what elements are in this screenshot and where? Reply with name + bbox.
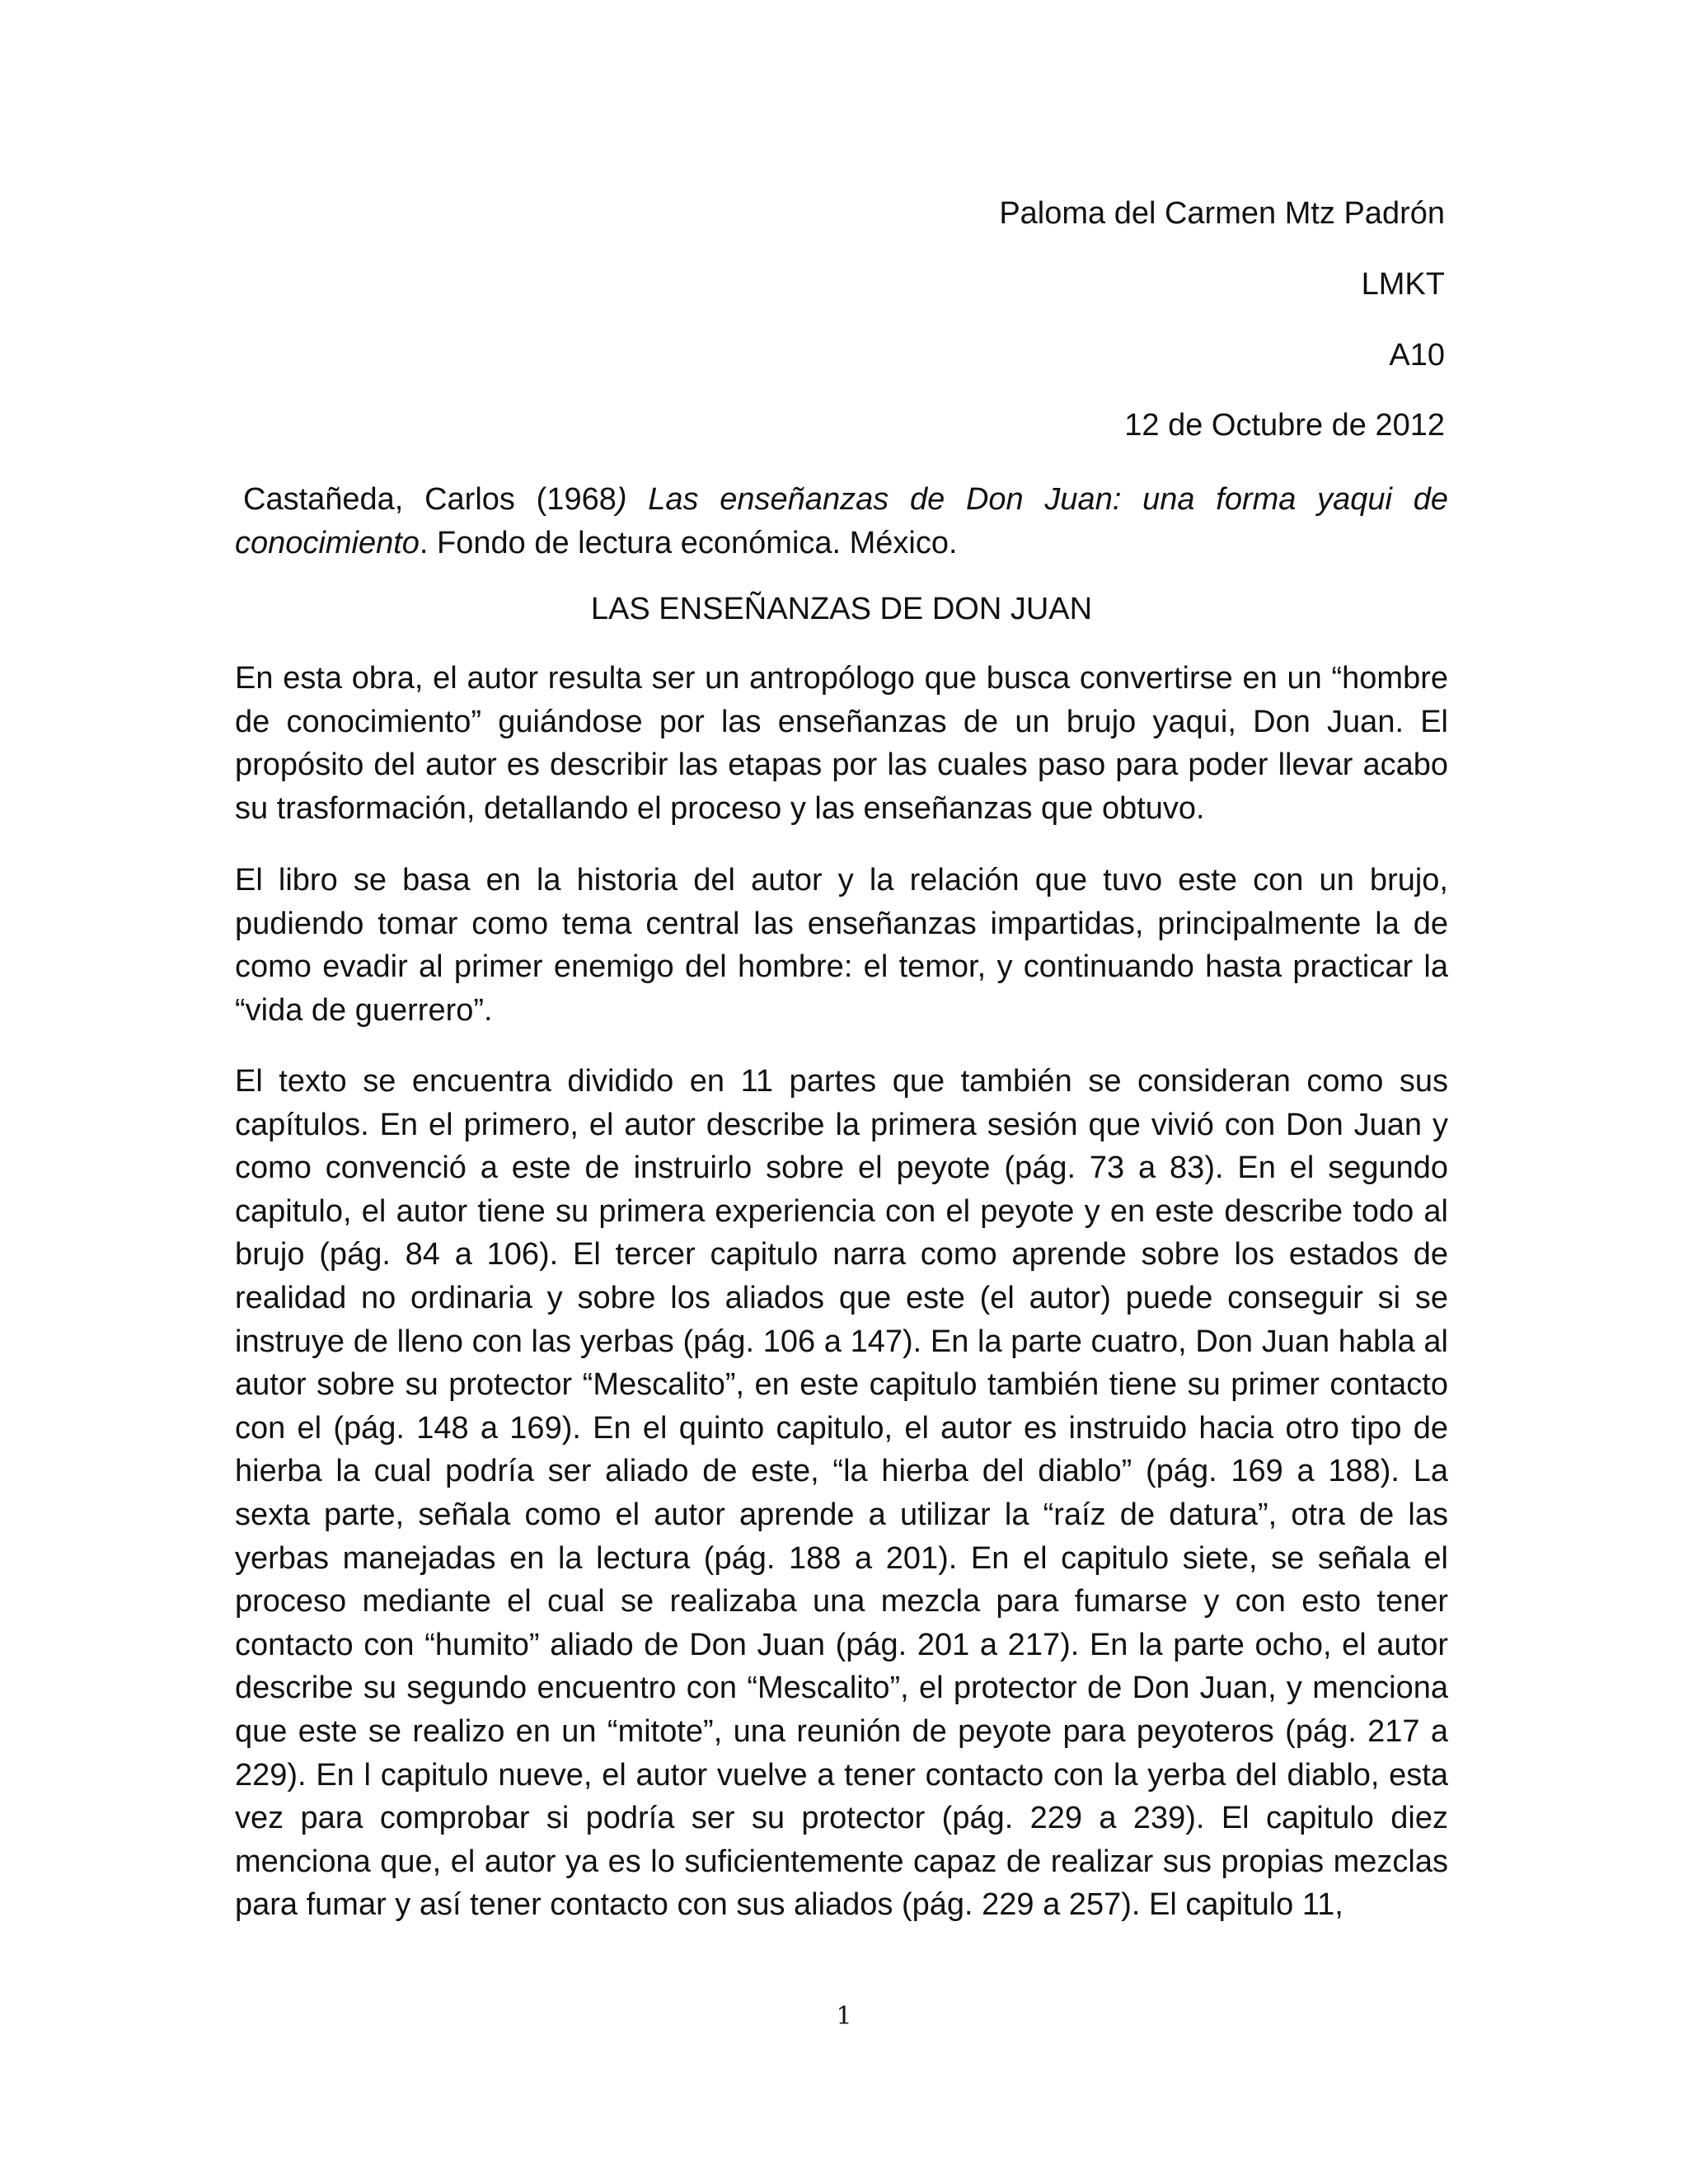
citation-paren: ) (616, 482, 627, 517)
paragraph-intro: En esta obra, el autor resulta ser un antropólogo que busca convertirse en un “hombre de conocimiento” guiándose por las enseñanzas de un brujo yaqui, Don Juan. El propósito del autor es describir las etapas por las cuales paso para poder llevar acabo su trasformación, detallando el proceso y las enseñanzas que obtuvo. (235, 661, 1448, 826)
document-title: LAS ENSEÑANZAS DE DON JUAN (590, 592, 1093, 626)
page-number: 1 (836, 2002, 852, 2031)
citation-authors: Castañeda, Carlos (1968 (243, 482, 617, 517)
program-code: LMKT (1361, 267, 1445, 302)
bibliographic-citation (235, 478, 1448, 565)
paragraph-summary: El libro se basa en la historia del autor y la relación que tuvo este con un brujo, pudiendo tomar como tema central las enseñanzas impartidas, principalmente la de como evadir al primer enemigo del hombre: el temor, y continuando hasta practicar la “vida de guerrero”. (235, 863, 1448, 1028)
paragraph-chapters: El texto se encuentra dividido en 11 partes que también se consideran como sus capítulos. En el primero, el autor describe la primera sesión que vivió con Don Juan y como convenció a este de instruirlo sobre el peyote (pág. 73 a 83). En el segundo capitulo, el autor tiene su primera experiencia con el peyote y en este describe todo al brujo (pág. 84 a 106). El tercer capitulo narra como aprende sobre los estados de realidad no ordinaria y sobre los aliados que este (el autor) puede conseguir si se instruye de lleno con las yerbas (pág. 106 a 147). En la parte cuatro, Don Juan habla al autor sobre su protector “Mescalito”, en este capitulo también tiene su primer contacto con el (pág. 148 a 169). En el quinto capitulo, el autor es instruido hacia otro tipo de hierba la cual podría ser aliado de este, “la hierba del diablo” (pág. 169 a 188). La sexta parte, señala como el autor aprende a utilizar la “raíz de datura”, otra de las yerbas manejadas en la lectura (pág. 188 a 201). En el capitulo siete, se señala el proceso mediante el cual se realizaba una mezcla para fumarse y con esto tener contacto con “humito” aliado de Don Juan (pág. 201 a 217). En la parte ocho, el autor describe su segundo encuentro con “Mescalito”, el protector de Don Juan, y menciona que este se realizo en un “mitote”, una reunión de peyote para peyoteros (pág. 217 a 229). En l capitulo nueve, el autor vuelve a tener contacto con la yerba del diablo, esta vez para comprobar si podría ser su protector (pág. 229 a 239). El capitulo diez menciona que, el autor ya es lo suficientemente capaz de realizar sus propias mezclas para fumar y así tener contacto con sus aliados (pág. 229 a 257). El capitulo 11, (235, 1064, 1448, 1923)
citation-publisher: . Fondo de lectura económica. México. (419, 526, 958, 560)
citation-book-title: Las enseñanzas de Don Juan: una forma yaqui de conocimiento (235, 482, 1449, 560)
document-date: 12 de Octubre de 2012 (1124, 408, 1445, 443)
author-name: Paloma del Carmen Mtz Padrón (999, 196, 1445, 231)
group-code: A10 (1389, 338, 1445, 373)
